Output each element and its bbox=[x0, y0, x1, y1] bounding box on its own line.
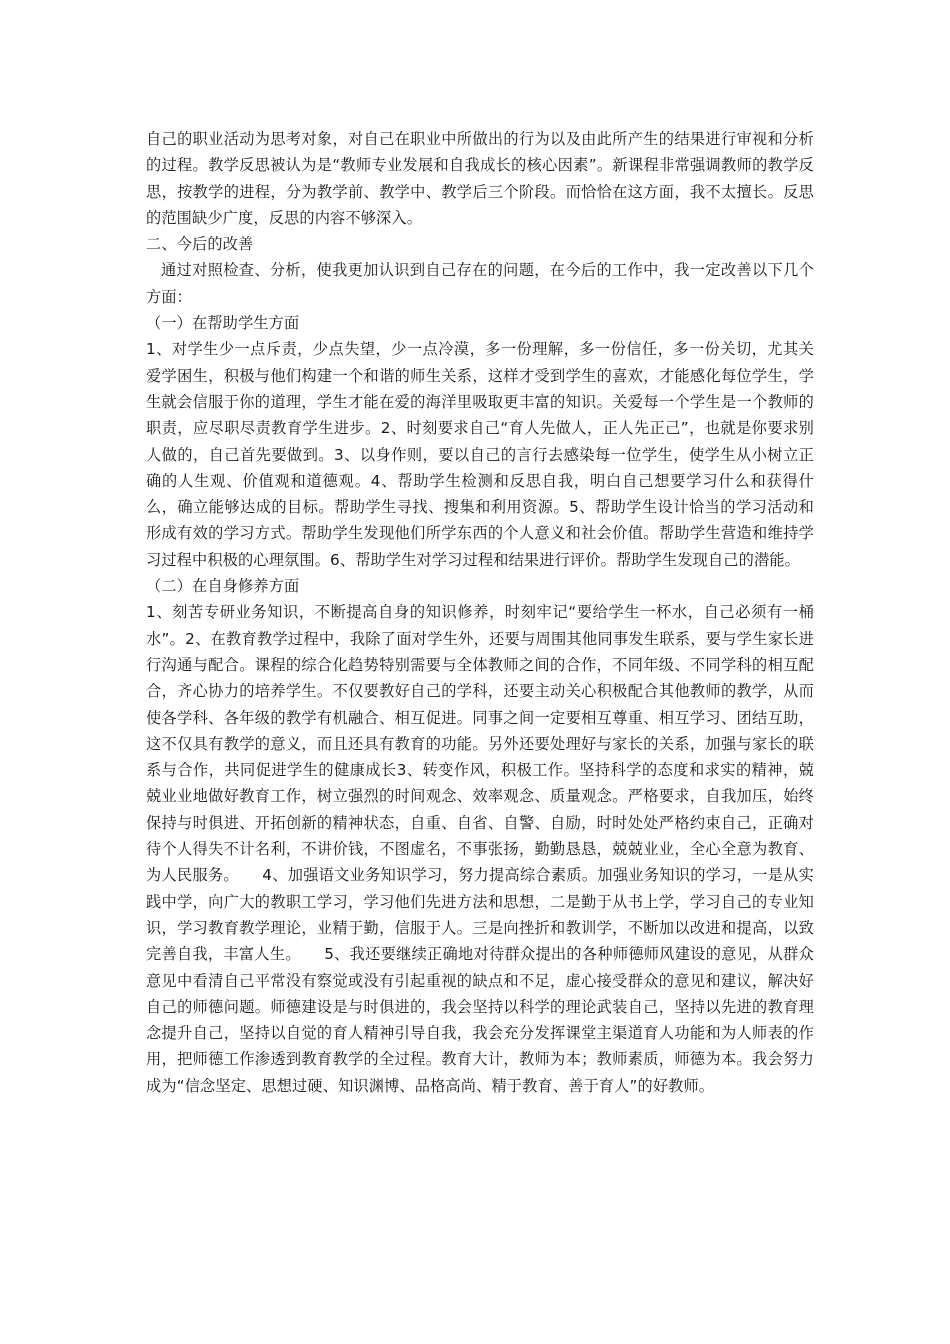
section-heading-improvement: 二、今后的改善 bbox=[146, 235, 254, 254]
document-body bbox=[146, 126, 814, 1099]
paragraph-self-cultivation: 1、刻苦专研业务知识，不断提高自身的知识修养，时刻牢记“要给学生一杯水，自己必须有一桶水”。2、在教育教学过程中，我除了面对学生外，还要与周围其他同事发生联系，要与学生家长进行沟通与配合。课程的综合化趋势特别需要与全体教师之间的合作，不同年级、不同学科的相互配合，齐心协力的培养学生。不仅要教好自己的学科，还要主动关心积极配合其他教师的教学，从而使各学科、各年级的教学有机融合、相互促进。同事之间一定要相互尊重、相互学习、团结互助，这不仅具有教学的意义，而且还具有教育的功能。另外还要处理好与家长的关系，加强与家长的联系与合作，共同促进学生的健康成长3、转变作风，积极工作。坚持科学的态度和求实的精神，兢兢业业地做好教育工作，树立强烈的时间观念、效率观念、质量观念。严格要求，自我加压，始终保持与时俱进、开拓创新的精神状态，自重、自省、自警、自励，时时处处严格约束自己，正确对待个人得失不计名利，不讲价钱，不图虚名，不事张扬，勤勤恳恳，兢兢业业，全心全意为教育、为人民服务。 4、加强语文业务知识学习，努力提高综合素质。加强业务知识的学习，一是从实践中学，向广大的教职工学习，学习他们先进方法和思想，二是勤于从书上学，学习自己的专业知识，学习教育教学理论，业精于勤，信服于人。三是向挫折和教训学，不断加以改进和提高，以致完善自我，丰富人生。 5、我还要继续正确地对待群众提出的各种师德师风建设的意见，从群众意见中看清自己平常没有察觉或没有引起重视的缺点和不足，虚心接受群众的意见和建议，解决好自己的师德问题。师德建设是与时俱进的，我会坚持以科学的理论武装自己，坚持以先进的教育理念提升自己，坚持以自觉的育人精神引导自我，我会充分发挥课堂主渠道育人功能和为人师表的作用，把师德工作渗透到教育教学的全过程。教育大计，教师为本；教师素质，师德为本。我会努力成为“信念坚定、思想过硬、知识渊博、品格高尚、精于教育、善于育人”的好教师。 bbox=[146, 603, 814, 1095]
paragraph-helping-students: 1、对学生少一点斥责，少点失望，少一点冷漠，多一份理解，多一份信任，多一份关切，尤其关爱学困生，积极与他们构建一个和谐的师生关系，这样才受到学生的喜欢，才能感化每位学生，学生就会信服于你的道理，学生才能在爱的海洋里吸取更丰富的知识。关爱每一个学生是一个教师的职责，应尽职尽责教育学生进步。2、时刻要求自己“育人先做人，正人先正己”，也就是你要求别人做的，自己首先要做到。3、以身作则，要以自己的言行去感染每一位学生，使学生从小树立正确的人生观、价值观和道德观。4、帮助学生检测和反思自我，明白自己想要学习什么和获得什么，确立能够达成的目标。帮助学生寻找、搜集和利用资源。5、帮助学生设计恰当的学习活动和形成有效的学习方式。帮助学生发现他们所学东西的个人意义和社会价值。帮助学生营造和维持学习过程中积极的心理氛围。6、帮助学生对学习过程和结果进行评价。帮助学生发现自己的潜能。 bbox=[146, 340, 814, 569]
subsection-heading-self-cultivation: （二）在自身修养方面 bbox=[146, 577, 300, 596]
paragraph-reflection-intro: 自己的职业活动为思考对象，对自己在职业中所做出的行为以及由此所产生的结果进行审视和分析的过程。教学反思被认为是“教师专业发展和自我成长的核心因素”。新课程非常强调教师的教学反思，按教学的进程，分为教学前、教学中、教学后三个阶段。而恰恰在这方面，我不太擅长。反思的范围缺少广度，反思的内容不够深入。 bbox=[146, 130, 814, 227]
subsection-heading-helping-students: （一）在帮助学生方面 bbox=[146, 314, 300, 333]
paragraph-improvement-intro: 通过对照检查、分析，使我更加认识到自己存在的问题，在今后的工作中，我一定改善以下几个方面： bbox=[146, 261, 814, 306]
